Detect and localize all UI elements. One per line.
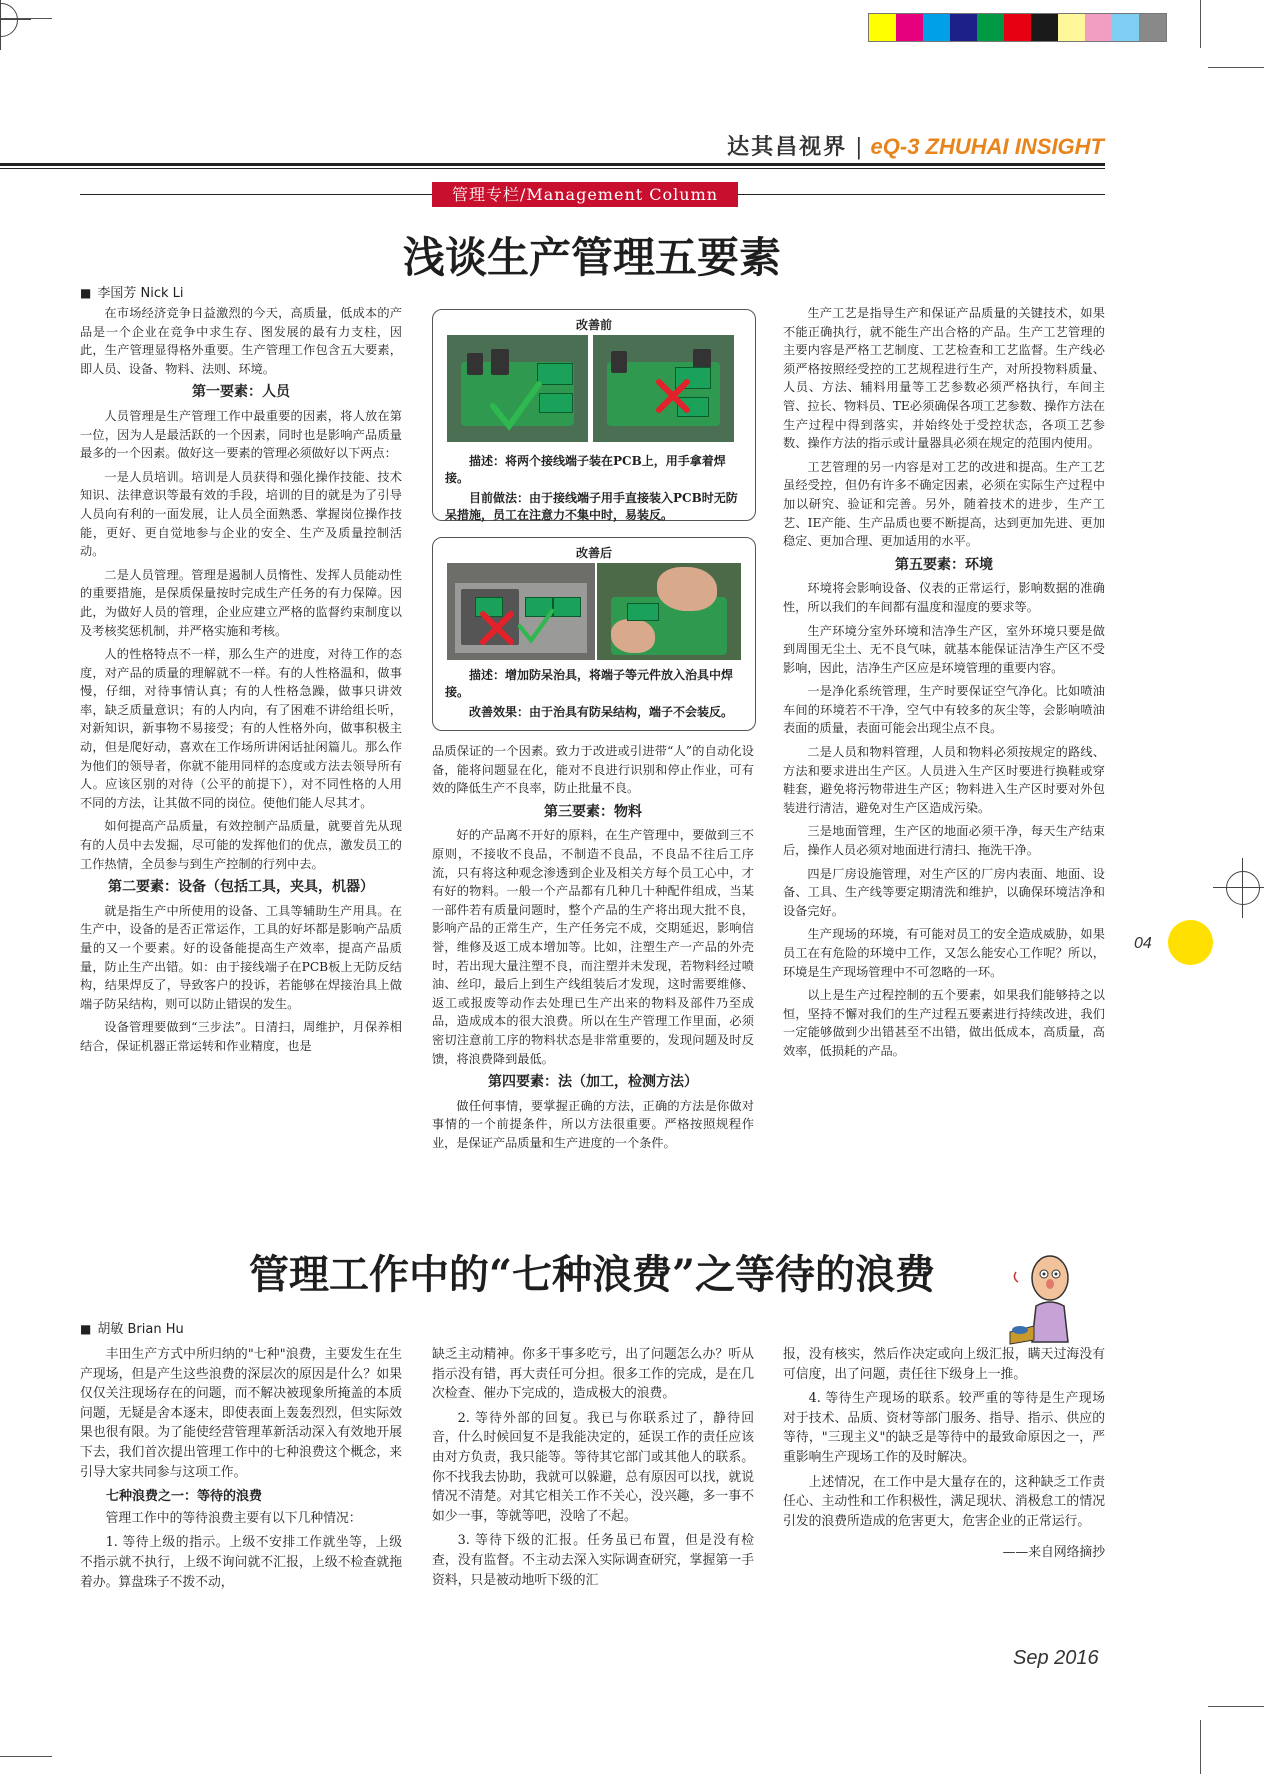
paragraph: 三是地面管理，生产区的地面必须干净，每天生产结束后，操作人员必须对地面进行清扫、拖洗干净。: [783, 824, 1105, 858]
registration-mark: [1226, 871, 1260, 905]
paragraph: 上述情况，在工作中是大量存在的，这种缺乏工作责任心、主动性和工作积极性，满足现状、消极怠工的情况引发的浪费所造成的危害更大，危害企业的正常运行。: [783, 1474, 1105, 1529]
header-rule-thin: [0, 168, 1105, 169]
color-swatch: [950, 14, 977, 41]
page-number: 04: [1134, 935, 1152, 952]
article-column-3: [783, 304, 1105, 1066]
paragraph: 4. 等待生产现场的联系。较严重的等待是生产现场对于技术、品质、资材等部门服务、指导、指示、供应的等待，"三现主义"的缺乏是等待中的最致命原因之一，严重影响生产现场工作的及时解决。: [783, 1391, 1105, 1465]
box-caption-desc: 描述：将两个接线端子装在PCB上，用手拿着焊接。: [445, 454, 726, 485]
column-banner: 管理专栏/Management Column: [432, 182, 738, 207]
paragraph: 环境将会影响设备、仪表的正常运行，影响数据的准确性，所以我们的车间都有温度和湿度的要求等。: [783, 581, 1105, 614]
paragraph: 生产环境分室外环境和洁净生产区，室外环境只要是做到周围无尘土、无不良气味，就基本能保证洁净生产区不受影响，因此，洁净生产区应是环境管理的重要内容。: [783, 623, 1105, 675]
paragraph: 人员管理是生产管理工作中最重要的因素，将人放在第一位，因为人是最活跃的一个因素，同时也是影响产品质量最多的一个因素。做好这一要素的管理必须做好以下两点：: [80, 408, 402, 461]
color-calibration-bar: [868, 13, 1167, 42]
color-swatch: [977, 14, 1004, 41]
header-rule: [0, 163, 1105, 166]
color-swatch: [923, 14, 950, 41]
box-caption-current: 目前做法：由于接线端子用手直接装入PCB时无防呆措施，员工在注意力不集中时，易装反。: [445, 491, 738, 522]
article-column-1: [80, 1345, 402, 1597]
color-swatch: [1085, 14, 1112, 41]
section-heading: 第二要素：设备（包括工具，夹具，机器）: [108, 879, 374, 896]
color-swatch: [1139, 14, 1166, 41]
page-marker-dot: [1168, 920, 1213, 965]
crop-mark: [1200, 0, 1201, 48]
paragraph: 好的产品离不开好的原料，在生产管理中，要做到三不原则，不接收不良品，不制造不良品，不良品不往后工序流，只有将这种观念渗透到企业及相关方每个员工心中，才有好的物料。一般一个产品都有几种几十种配件组成，当某一部件若有质量问题时，整个产品的生产将出现大批不良，影响产品的正常生产，生产任务完不成，交期延迟，影响信誉，维修及返工成本增加等。比如，注塑生产一产品的外壳时，若出现大量注塑不良，而注塑并未发现，若物料经过喷油、丝印，最后上到生产线组装后才发现，这时需要维修、返工或报废等动作去处理已生产出来的物料及部件乃至成品，造成成本的很大浪费。所以在生产管理工作里面，必须密切注意前工序的物料状态是非常重要的，发现问题及时反馈，将浪费降到最低。: [432, 828, 754, 1066]
assembly-photo: [597, 563, 741, 660]
paragraph: 如何提高产品质量，有效控制产品质量，就要首先从现有的人员中去发掘，尽可能的发挥他们的优点，激发员工的工作热情，全员参与到生产控制的行列中去。: [80, 819, 402, 871]
article-column-2: [432, 1345, 754, 1595]
check-icon: [517, 608, 555, 646]
cross-icon: [655, 378, 691, 414]
section-heading: 七种浪费之一：等待的浪费: [106, 1489, 263, 1505]
paragraph: 设备管理要做到“三步法”。日清扫，周维护，月保养相结合，保证机器正常运转和作业精度，也是: [80, 1020, 402, 1053]
box-title: 改善后: [575, 546, 612, 560]
paragraph: 就是指生产中所使用的设备、工具等辅助生产用具。在生产中，设备的是否正常运作，工具的好坏都是影响产品质量的又一个要素。好的设备能提高生产效率，提高产品质量，防止生产出错。如：由于接线端子在PCB板上无防反结构，结果焊反了，导致客户的投诉，若能够在焊接治具上做端子防呆结构，则可以防止错误的发生。: [80, 903, 402, 1011]
magazine-header: [727, 130, 1104, 161]
article-title: 管理工作中的“七种浪费”之等待的浪费: [248, 1251, 935, 1298]
header-separator: |: [855, 135, 863, 160]
paragraph: 在市场经济竞争日益激烈的今天，高质量，低成本的产品是一个企业在竞争中求生存、图发展的最有力支柱，因此，生产管理显得格外重要。生产管理工作包含五大要素，即人员、设备、物料、法则、环境。: [80, 306, 402, 376]
magazine-name-en: eQ-3 ZHUHAI INSIGHT: [870, 134, 1104, 159]
paragraph: 报，没有核实，然后作决定或向上级汇报，瞒天过海没有可信度，出了问题，责任往下级身上一推。: [783, 1347, 1105, 1382]
box-caption: [445, 453, 745, 524]
article-column-2: [432, 742, 754, 1157]
color-swatch: [1058, 14, 1085, 41]
check-icon: [489, 380, 543, 434]
color-swatch: [1112, 14, 1139, 41]
color-swatch: [1004, 14, 1031, 41]
box-caption-effect: 改善效果：由于治具有防呆结构，端子不会装反。: [469, 705, 734, 719]
before-improvement-box: [432, 309, 756, 521]
paragraph: 人的性格特点不一样，那么生产的进度，对待工作的态度，对产品的质量的理解就不一样。有的人性格温和，做事慢，仔细，对待事情认真；有的人性格急躁，做事只讲效率，缺乏质量意识；有的人内向，有了困难不讲给组长听，对新知识，新事物不易接受；有的人性格外向，做事积极主动，但是爬好动，喜欢在工作场所讲闲话扯闲篇儿。那么作为他们的领导者，你就不能用同样的态度或方法去领导所有人。应该区别的对待（公平的前提下），对不同性格的人用不同的方法，让其做不同的岗位。使他们能人尽其才。: [80, 647, 402, 810]
color-swatch: [1031, 14, 1058, 41]
source-credit: ——来自网络摘抄: [1002, 1545, 1105, 1561]
box-caption-desc: 描述：增加防呆治具，将端子等元件放入治具中焊接。: [445, 668, 734, 699]
paragraph: 3. 等待下级的汇报。任务虽已布置，但是没有检查，没有监督。不主动去深入实际调查研究，掌握第一手资料，只是被动地听下级的汇: [432, 1533, 754, 1588]
paragraph: 生产工艺是指导生产和保证产品质量的关键技术，如果不能正确执行，就不能生产出合格的产品。生产工艺管理的主要内容是严格工艺制度、工艺检查和工艺监督。生产线必须严格按照经受控的工艺规程进行生产，对所投物料质量、人员、方法、辅料用量等工艺参数必须严格执行，车间主管、拉长、物料员、TE必须确保各项工艺参数、操作方法在生产过程中得到落实，并始终处于受控状态，各项工艺参数、操作方法的指示或计量器具必须在规定的范围内使用。: [783, 306, 1105, 451]
paragraph: 四是厂房设施管理，对生产区的厂房内表面、地面、设备、工具、生产线等要定期清洗和维护，以确保环境洁净和设备完好。: [783, 866, 1105, 918]
paragraph: 缺乏主动精神。你多干事多吃亏，出了问题怎么办？听从指示没有错，再大责任可分担。很多工作的完成，是在几次检查、催办下完成的，造成极大的浪费。: [432, 1347, 754, 1402]
magazine-name-cn: 达其昌视界: [727, 135, 848, 160]
paragraph: 以上是生产过程控制的五个要素，如果我们能够持之以恒，坚持不懈对我们的生产过程五要素进行持续改进，我们一定能够做到少出错甚至不出错，做出低成本，高质量，高效率，低损耗的产品。: [783, 988, 1105, 1058]
paragraph: 二是人员管理。管理是遏制人员惰性、发挥人员能动性的重要措施，是保质保量按时完成生产任务的有力保障。因此，为做好人员的管理，企业应建立严格的监督约束制度以及考核奖惩机制，并严格实施和考核。: [80, 567, 402, 638]
cross-icon: [479, 610, 515, 646]
paragraph: 生产现场的环境，有可能对员工的安全造成威胁，如果员工在有危险的环境中工作，又怎么能安心工作呢？所以，环境是生产现场管理中不可忽略的一环。: [783, 927, 1105, 979]
paragraph: 1. 等待上级的指示。上级不安排工作就坐等，上级不指示就不执行，上级不询问就不汇报，上级不检查就拖着办。算盘珠子不拨不动，: [80, 1535, 402, 1590]
paragraph: 管理工作中的等待浪费主要有以下几种情况：: [105, 1510, 362, 1526]
paragraph: 工艺管理的另一内容是对工艺的改进和提高。生产工艺虽经受控，但仍有许多不确定因素，必须在实际生产过程中加以研究、验证和完善。另外，随着技术的进步，生产工艺、IE产能、生产品质也要不断提高，达到更加先进、更加稳定、更加合理、更加适用的水平。: [783, 459, 1105, 549]
crop-mark: [1200, 1720, 1201, 1774]
registration-mark: [0, 3, 18, 37]
paragraph: 做任何事情，要掌握正确的方法，正确的方法是你做对事情的一个前提条件，所以方法很重要。严格按照规程作业，是保证产品质量和生产进度的一个条件。: [432, 1098, 754, 1150]
paragraph: 丰田生产方式中所归纳的"七种"浪费，主要发生在生产现场，但是产生这些浪费的深层次的原因是什么？如果仅仅关注现场存在的问题，而不解决被现象所掩盖的本质问题，无疑是舍本逐末，即使表面上轰轰烈烈，但实际效果也很有限。为了能使经营管理革新活动深入有效地开展下去，我们首次提出管理工作中的七种浪费这个概念，来引导大家共同参与这项工作。: [80, 1347, 402, 1480]
section-heading: 第四要素：法（加工，检测方法）: [488, 1074, 698, 1091]
paragraph: 品质保证的一个因素。致力于改进或引进带“人”的自动化设备，能将问题显在化，能对不良进行识别和停止作业，可有效的降低生产不良率，防止批量不良。: [432, 744, 754, 796]
section-heading: 第一要素：人员: [192, 384, 290, 401]
paragraph: 一是人员培训。培训是人员获得和强化操作技能、技术知识、法律意识等最有效的手段，培训的目的就是为了引导人员向有利的一面发展，让人员全面熟悉、掌握岗位操作技能，更好、更自觉地参与企业的安全、生产及质量控制活动。: [80, 469, 402, 559]
after-improvement-box: [432, 537, 756, 731]
paragraph: 二是人员和物料管理，人员和物料必须按规定的路线、方法和要求进出生产区。人员进入生产区时要进行换鞋或穿鞋套，避免将污物带进生产区；物料进入生产区时要对外包装进行清洁，避免对生产区造成污染。: [783, 745, 1105, 815]
color-swatch: [869, 14, 896, 41]
color-swatch: [896, 14, 923, 41]
box-title: 改善前: [575, 318, 612, 332]
cartoon-man-illustration: [1000, 1248, 1080, 1348]
article-byline: ■ 李国芳 Nick Li: [80, 282, 183, 301]
crop-mark: [1208, 67, 1264, 68]
paragraph: 一是净化系统管理，生产时要保证空气净化。比如喷油车间的环境若不干净，空气中有较多的灰尘等，会影响喷油表面的质量，表面可能会出现尘点不良。: [783, 684, 1105, 736]
crop-mark: [0, 1756, 52, 1757]
issue-date: Sep 2016: [1013, 1647, 1099, 1669]
paragraph: 2. 等待外部的回复。我已与你联系过了，静待回音，什么时候回复不是我能决定的，延误工作的责任应该由对方负责，我只能等。等待其它部门或其他人的联系。你不找我去协助，我就可以躲避，总有原因可以找，就说情况不清楚。对其它相关工作不关心，没兴趣，多一事不如少一事，等就等吧，没啥了不起。: [432, 1410, 754, 1524]
article-byline: ■ 胡敏 Brian Hu: [80, 1318, 184, 1337]
crop-mark: [1208, 1706, 1264, 1707]
box-caption: [445, 667, 745, 721]
article-title: 浅谈生产管理五要素: [402, 233, 781, 282]
section-heading: 第三要素：物料: [544, 803, 642, 820]
article-column-1: [80, 304, 402, 1061]
article-column-3: [783, 1345, 1105, 1568]
section-heading: 第五要素：环境: [895, 556, 993, 573]
